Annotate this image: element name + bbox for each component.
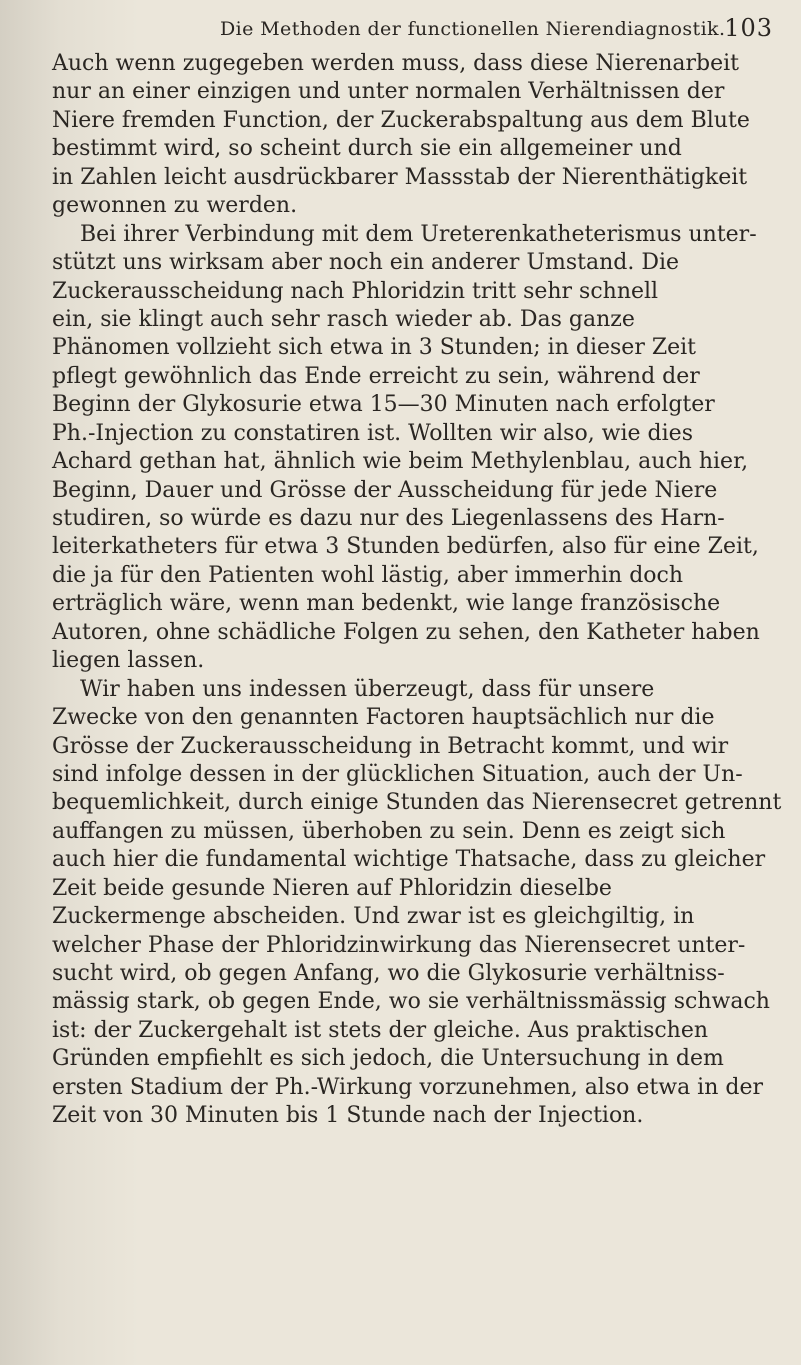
text-line: Ph.-Injection zu constatiren ist. Wollten wir also, wie dies <box>52 420 693 446</box>
text-line: ist: der Zuckergehalt ist stets der gleiche. Aus praktischen <box>52 1017 709 1043</box>
text-line: Beginn, Dauer und Grösse der Ausscheidung für jede Niere <box>52 477 718 503</box>
text-line: liegen lassen. <box>52 648 205 674</box>
text-line: Beginn der Glykosurie etwa 15—30 Minuten nach erfolgter <box>52 392 715 418</box>
text-line: auffangen zu müssen, überhoben zu sein. Denn es zeigt sich <box>52 818 726 844</box>
running-header <box>0 10 801 42</box>
text-line: Achard gethan hat, ähnlich wie beim Methylenblau, auch hier, <box>52 449 749 475</box>
text-line: Zuckermenge abscheiden. Und zwar ist es gleichgiltig, in <box>52 904 695 930</box>
text-line: erträglich wäre, wenn man bedenkt, wie lange französische <box>52 591 721 617</box>
text-line: pflegt gewöhnlich das Ende erreicht zu sein, während der <box>52 363 700 389</box>
text-line: Zuckerausscheidung nach Phloridzin tritt sehr schnell <box>52 278 659 304</box>
text-line: nur an einer einzigen und unter normalen Verhältnissen der <box>52 79 725 105</box>
text-line: ersten Stadium der Ph.-Wirkung vorzunehmen, also etwa in der <box>52 1074 763 1100</box>
text-line: die ja für den Patienten wohl lästig, aber immerhin doch <box>52 562 684 588</box>
text-line: bestimmt wird, so scheint durch sie ein allgemeiner und <box>52 136 682 162</box>
text-line: gewonnen zu werden. <box>52 193 298 219</box>
text-line: sind infolge dessen in der glücklichen Situation, auch der Un- <box>52 761 743 787</box>
text-line: mässig stark, ob gegen Ende, wo sie verhältnissmässig schwach <box>52 989 770 1015</box>
text-line: stützt uns wirksam aber noch ein anderer Umstand. Die <box>52 250 680 276</box>
text-line: Zeit von 30 Minuten bis 1 Stunde nach der Injection. <box>52 1103 644 1129</box>
text-line: ein, sie klingt auch sehr rasch wieder ab. Das ganze <box>52 306 635 332</box>
text-line: bequemlichkeit, durch einige Stunden das Nierensecret getrennt <box>52 790 782 816</box>
text-line: leiterkatheters für etwa 3 Stunden bedürfen, also für eine Zeit, <box>52 534 759 560</box>
text-line: Wir haben uns indessen überzeugt, dass für unsere <box>80 676 655 702</box>
text-line: auch hier die fundamental wichtige Thatsache, dass zu gleicher <box>52 847 766 873</box>
text-line: Phänomen vollzieht sich etwa in 3 Stunden; in dieser Zeit <box>52 335 697 361</box>
text-line: Grösse der Zuckerausscheidung in Betracht kommt, und wir <box>52 733 729 759</box>
text-line: Zeit beide gesunde Nieren auf Phloridzin dieselbe <box>52 875 612 901</box>
text-line: Auch wenn zugegeben werden muss, dass diese Nierenarbeit <box>52 51 740 76</box>
text-line: Niere fremden Function, der Zuckerabspaltung aus dem Blute <box>52 107 750 133</box>
text-line: welcher Phase der Phloridzinwirkung das Nierensecret unter- <box>52 932 746 958</box>
running-title: Die Methoden der functionellen Nierendiagnostik. <box>220 18 726 40</box>
text-line: Autoren, ohne schädliche Folgen zu sehen, den Katheter haben <box>52 619 760 645</box>
text-line: Bei ihrer Verbindung mit dem Ureterenkatheterismus unter- <box>80 221 757 247</box>
text-line: in Zahlen leicht ausdrückbarer Massstab der Nierenthätigkeit <box>52 164 748 190</box>
text-line: Zwecke von den genannten Factoren hauptsächlich nur die <box>52 705 715 731</box>
text-line: sucht wird, ob gegen Anfang, wo die Glykosurie verhältniss- <box>52 961 725 986</box>
body-text <box>52 50 782 1131</box>
text-line: studiren, so würde es dazu nur des Liegenlassens des Harn- <box>52 506 725 531</box>
text-line: Gründen empfiehlt es sich jedoch, die Untersuchung in dem <box>52 1046 724 1072</box>
page-number: 103 <box>724 14 773 42</box>
